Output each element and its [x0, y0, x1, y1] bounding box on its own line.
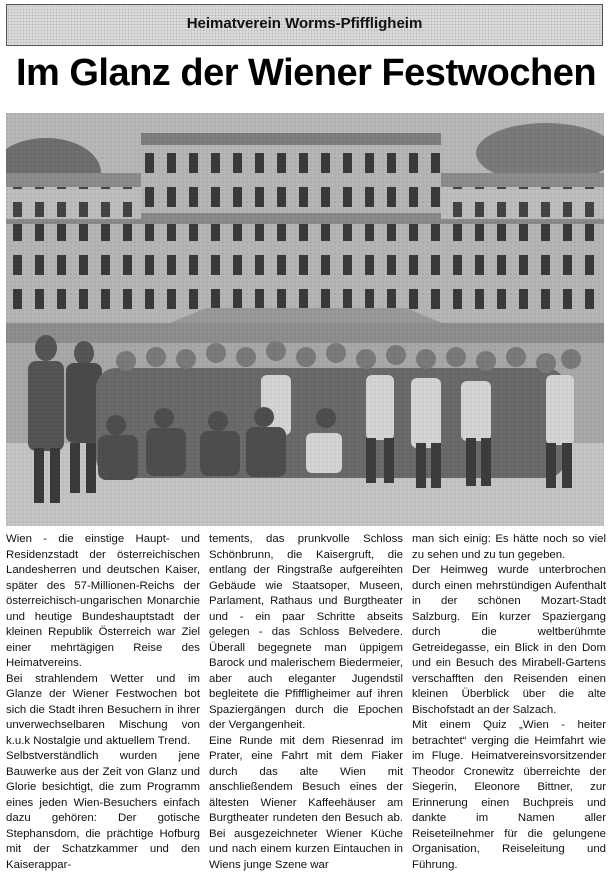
article-body — [6, 532, 606, 864]
group-photo — [6, 113, 604, 526]
paragraph: man sich einig: Es hätte noch so viel zu sehen und zu tun gegeben. — [412, 532, 606, 563]
paragraph: Der Heimweg wurde unterbrochen durch einen mehrstündigen Aufenthalt in der schönen Mozart-Stadt Salzburg. Ein kurzer Spaziergang durch die weltberühmte Getreidegasse, ein Blick in den Dom und ein Besuch des Mirabell-Gartens verschafften den Reisenden einen kleinen Überblick über die alte Bischofstadt an der Salzach. — [412, 563, 606, 718]
org-name: Heimatverein Worms-Pfiffligheim — [7, 15, 602, 32]
paragraph: Selbstverständlich wurden jene Bauwerke aus der Zeit von Glanz und Glorie besichtigt, die zum Programm eines jeden Wien-Besuchers einfach dazu gehören: Der gotische Stephansdom, die prächtige Hofburg mit der Schatzkammer und den Kaiserappar- — [6, 749, 200, 873]
article-column-3 — [412, 532, 606, 873]
article-column-2 — [209, 532, 403, 873]
header-banner — [6, 4, 603, 46]
headline: Im Glanz der Wiener Festwochen — [6, 52, 606, 95]
paragraph: Wien - die einstige Haupt- und Residenzstadt der österreichischen Landesherren und deutschen Kaiser, später des 57-Millionen-Reichs der österreichisch-ungarischen Monarchie und heutige Bundeshauptstadt der kleinen Republik Österreich war Ziel einer mehrtägigen Reise des Heimatvereins. — [6, 532, 200, 672]
article-column-1 — [6, 532, 200, 873]
paragraph: Mit einem Quiz „Wien - heiter betrachtet“ verging die Heimfahrt wie im Fluge. Heimatvereinsvorsitzender Theodor Cronewitz überreichte der Siegerin, Eleonore Bittner, zur Erinnerung einen Buchpreis und dankte im Namen aller Reiseteilnehmer für die gelungene Organisation, Reiseleitung und Führung. — [412, 718, 606, 873]
paragraph: Eine Runde mit dem Riesenrad im Prater, eine Fahrt mit dem Fiaker durch das alte Wien mit anschließendem Besuch eines der ältesten Wiener Kaffeehäuser am Burgtheater rundeten den Besuch ab. Bei ausgezeichneter Wiener Küche und nach einem kurzen Eintauchen in Wiens junge Szene war — [209, 734, 403, 873]
paragraph: Bei strahlendem Wetter und im Glanze der Wiener Festwochen bot sich die Stadt ihren Besuchern in ihrer unverwechselbaren Mischung von k.u.k Nostalgie und aktuellem Trend. — [6, 672, 200, 750]
palace-group-photo-icon — [6, 113, 604, 526]
paragraph: tements, das prunkvolle Schloss Schönbrunn, die Kaisergruft, die entlang der Ringstraße aufgereihten Gebäude wie Staatsoper, Museen, Parlament, Rathaus und Burgtheater und - ein paar Schritte abseits gelegen - das Schloss Belvedere. Überall begegnete man üppigem Barock und malerischem Biedermeier, aber auch eleganter Jugendstil begleitete die Pfiffligheimer auf ihren Spaziergängen durch die Epochen der Vergangenheit. — [209, 532, 403, 734]
